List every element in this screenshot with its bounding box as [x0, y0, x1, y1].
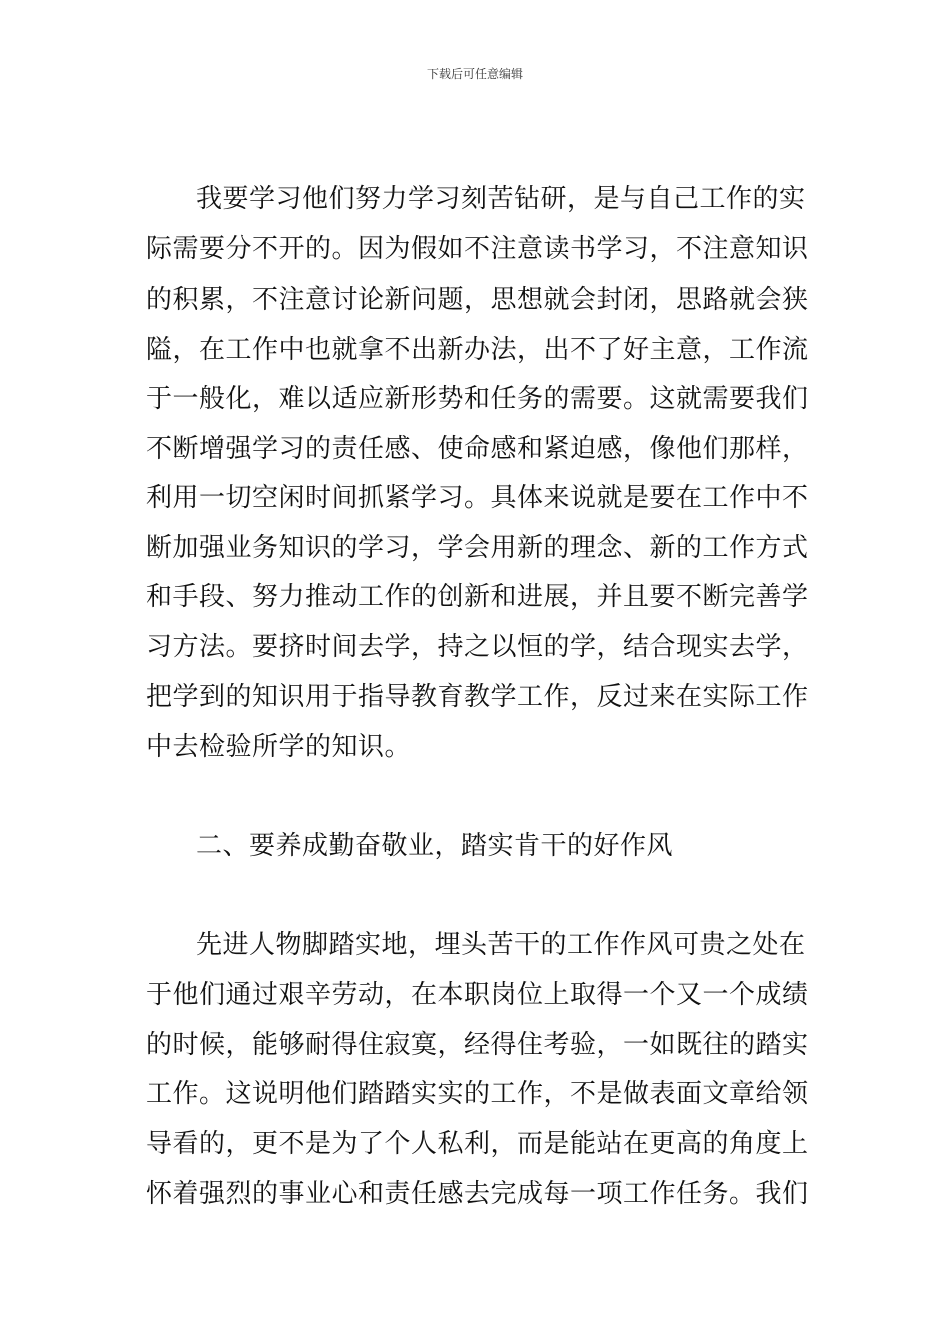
paragraph-line: 中去检验所学的知识。 [146, 732, 412, 762]
paragraph-line: 怀着强烈的事业心和责任感去完成每一项工作任务。我们 [146, 1179, 809, 1209]
paragraph-line: 先进人物脚踏实地，埋头苦干的工作作风可贵之处在 [196, 930, 806, 960]
paragraph-line: 的积累，不注意讨论新问题，思想就会封闭，思路就会狭 [146, 285, 809, 315]
paragraph-line: 导看的，更不是为了个人私利，而是能站在更高的角度上 [146, 1129, 809, 1159]
page-header: 下载后可任意编辑 [426, 67, 523, 81]
paragraph-line: 隘，在工作中也就拿不出新办法，出不了好主意，工作流 [146, 335, 809, 365]
paragraph-line: 际需要分不开的。因为假如不注意读书学习，不注意知识 [146, 234, 809, 264]
section-heading: 二、要养成勤奋敬业，踏实肯干的好作风 [196, 831, 674, 861]
paragraph-line: 利用一切空闲时间抓紧学习。具体来说就是要在工作中不 [146, 483, 809, 513]
paragraph-line: 断加强业务知识的学习，学会用新的理念、新的工作方式 [146, 533, 809, 563]
paragraph-line: 把学到的知识用于指导教育教学工作，反过来在实际工作 [146, 682, 809, 712]
paragraph-line: 不断增强学习的责任感、使命感和紧迫感，像他们那样， [146, 434, 809, 464]
paragraph-line: 和手段、努力推动工作的创新和进展，并且要不断完善学 [146, 582, 809, 612]
paragraph-line: 的时候，能够耐得住寂寞，经得住考验，一如既往的踏实 [146, 1030, 809, 1060]
paragraph-line: 于他们通过艰辛劳动，在本职岗位上取得一个又一个成绩 [146, 980, 809, 1010]
paragraph-line: 工作。这说明他们踏踏实实的工作，不是做表面文章给领 [146, 1079, 809, 1109]
paragraph-line: 我要学习他们努力学习刻苦钻研，是与自己工作的实 [196, 184, 806, 214]
paragraph-line: 于一般化，难以适应新形势和任务的需要。这就需要我们 [146, 384, 809, 414]
paragraph-line: 习方法。要挤时间去学，持之以恒的学，结合现实去学， [146, 632, 809, 662]
